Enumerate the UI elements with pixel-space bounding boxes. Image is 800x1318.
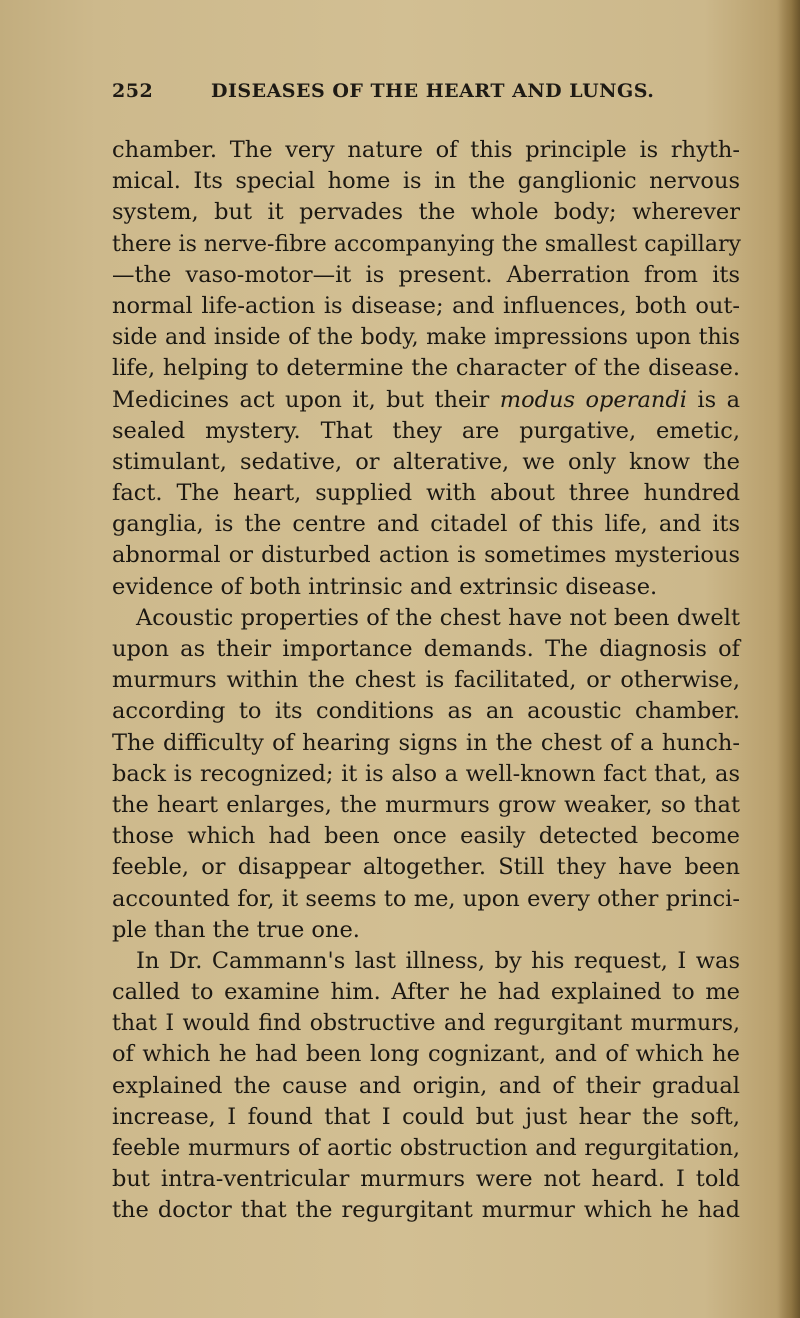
text-line: of which he had been long cognizant, and of which he bbox=[112, 1041, 740, 1068]
page-edge-shadow bbox=[778, 0, 800, 1318]
text-line: feeble, or disappear altogether. Still they have been bbox=[112, 854, 740, 881]
text-line: stimulant, sedative, or alterative, we only know the bbox=[112, 448, 740, 475]
text-line: the doctor that the regurgitant murmur which he had bbox=[112, 1197, 740, 1224]
text-line: ple than the true one. bbox=[112, 916, 360, 943]
text-line: that I would find obstructive and regurgitant murmurs, bbox=[112, 1011, 740, 1037]
text-line: explained the cause and origin, and of their gradual bbox=[112, 1072, 740, 1099]
text-line: ganglia, is the centre and citadel of this life, and its bbox=[112, 511, 740, 538]
text-line: murmurs within the chest is facilitated, or otherwise, bbox=[112, 667, 740, 694]
text-line: system, but it pervades the whole body; wherever bbox=[112, 199, 740, 226]
text-line: back is recognized; it is also a well-known fact that, as bbox=[112, 760, 740, 787]
text-line: evidence of both intrinsic and extrinsic disease. bbox=[112, 573, 658, 600]
running-title: DISEASES OF THE HEART AND LUNGS. bbox=[211, 80, 655, 102]
text-line: side and inside of the body, make impressions upon this bbox=[112, 325, 740, 351]
text-line: chamber. The very nature of this principle is rhyth- bbox=[112, 137, 740, 163]
text-line: called to examine him. After he had explained to me bbox=[112, 979, 740, 1006]
text-line: The difficulty of hearing signs in the chest of a hunch- bbox=[112, 729, 740, 756]
text-line: Acoustic properties of the chest have not been dwelt bbox=[136, 604, 740, 631]
text-line: according to its conditions as an acoustic chamber. bbox=[112, 698, 740, 725]
text-line: accounted for, it seems to me, upon every other princi- bbox=[112, 885, 740, 912]
text-line: the heart enlarges, the murmurs grow weaker, so that bbox=[112, 791, 740, 818]
body-text bbox=[112, 135, 740, 1227]
text-line: there is nerve-fibre accompanying the smallest capillary bbox=[112, 231, 741, 257]
text-line: those which had been once easily detected become bbox=[112, 823, 740, 850]
text-line: upon as their importance demands. The diagnosis of bbox=[112, 636, 740, 662]
text-line: increase, I found that I could but just hear the soft, bbox=[112, 1103, 740, 1130]
text-line: normal life-action is disease; and influences, both out- bbox=[112, 292, 740, 319]
text-line: mical. Its special home is in the ganglionic nervous bbox=[112, 168, 740, 195]
text-line: abnormal or disturbed action is sometimes mysterious bbox=[112, 542, 740, 569]
text-line: sealed mystery. That they are purgative, emetic, bbox=[112, 417, 740, 444]
text-line: fact. The heart, supplied with about three hundred bbox=[112, 480, 740, 507]
text-line: Medicines act upon it, but their modus operandi is a bbox=[112, 386, 740, 413]
running-header bbox=[112, 80, 672, 110]
text-line: life, helping to determine the character of the disease. bbox=[112, 355, 740, 382]
page-number: 252 bbox=[112, 80, 154, 102]
text-line: but intra-ventricular murmurs were not heard. I told bbox=[112, 1166, 740, 1193]
text-line: In Dr. Cammann's last illness, by his request, I was bbox=[136, 947, 740, 974]
italic-phrase: modus operandi bbox=[499, 386, 687, 413]
text-line: —the vaso-motor—it is present. Aberration from its bbox=[112, 261, 740, 288]
text-line: feeble murmurs of aortic obstruction and regurgitation, bbox=[112, 1136, 740, 1161]
